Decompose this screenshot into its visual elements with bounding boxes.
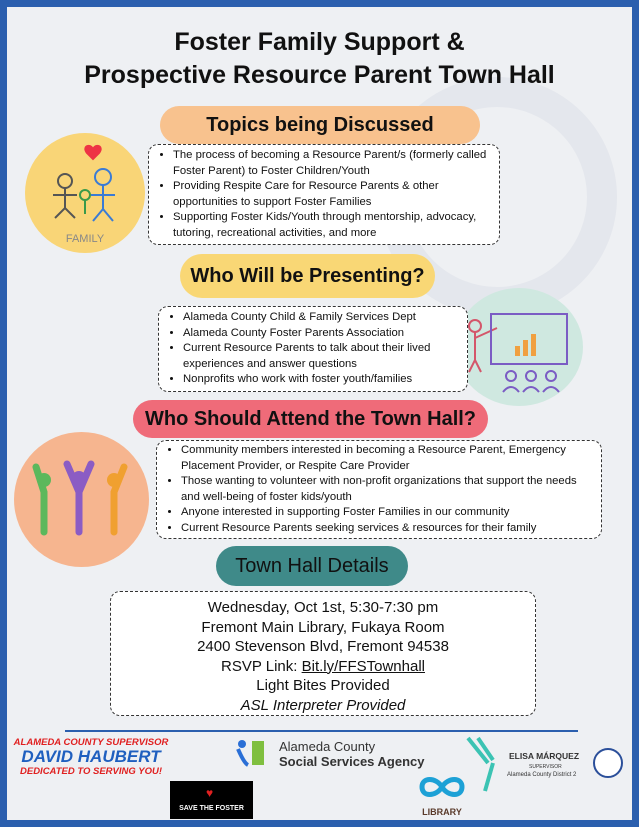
save-the-foster-text: SAVE THE FOSTER xyxy=(179,805,244,812)
topics-heading: Topics being Discussed xyxy=(160,106,480,144)
presenter-item: • Alameda County Foster Parents Association xyxy=(183,326,459,342)
attendee-item: • Current Resource Parents seeking services & resources for their family xyxy=(181,521,593,537)
presentation-icon xyxy=(455,288,583,406)
details-heading: Town Hall Details xyxy=(216,546,408,586)
haubert-line-3: DEDICATED TO SERVING YOU! xyxy=(20,766,162,777)
topic-item: • The process of becoming a Resource Parent/s (formerly called Foster Parent) to Foster Children/Youth xyxy=(173,148,491,179)
heart-icon: ♥ xyxy=(206,786,214,800)
topics-box xyxy=(148,144,500,245)
marquez-district: Alameda County District 2 xyxy=(507,772,577,778)
event-venue: Fremont Main Library, Fukaya Room xyxy=(201,618,445,636)
food-note: Light Bites Provided xyxy=(256,677,390,694)
marquez-name: ELISA MÁRQUEZ xyxy=(509,751,580,761)
presenter-item: • Nonprofits who work with foster youth/families xyxy=(183,372,459,388)
rsvp-label: RSVP Link: xyxy=(221,657,302,675)
footer-divider xyxy=(65,730,578,732)
infinity-icon xyxy=(417,772,467,802)
save-the-foster-logo xyxy=(170,781,253,819)
topic-item: • Supporting Foster Kids/Youth through mentorship, advocacy, tutoring, recreational activities, and more xyxy=(173,210,491,241)
attendee-item: • Anyone interested in supporting Foster Families in our community xyxy=(181,505,593,521)
attend-heading: Who Should Attend the Town Hall? xyxy=(133,400,488,438)
rsvp-link[interactable]: Bit.ly/FFSTownhall xyxy=(301,657,425,675)
presenter-item: • Current Resource Parents to talk about their lived experiences and answer questions xyxy=(183,341,459,372)
family-icon xyxy=(25,133,145,253)
ssa-line-1: Alameda County xyxy=(279,739,376,754)
ssa-line-2: Social Services Agency xyxy=(279,754,425,769)
marquez-title: SUPERVISOR xyxy=(529,764,562,770)
library-text: LIBRARY xyxy=(422,807,462,817)
presenter-item: • Alameda County Child & Family Services Dept xyxy=(183,310,459,326)
haubert-line-1: ALAMEDA COUNTY SUPERVISOR xyxy=(13,737,169,748)
title-line-2: Prospective Resource Parent Town Hall xyxy=(84,61,555,89)
ssa-logo xyxy=(236,739,436,769)
haubert-line-2: DAVID HAUBERT xyxy=(21,747,161,766)
attendee-item: • Community members interested in becoming a Resource Parent, Emergency Placement Provider, or Respite Care Provider xyxy=(181,443,593,474)
haubert-logo xyxy=(10,737,172,777)
rsvp-line xyxy=(111,657,535,677)
ssa-icon xyxy=(236,739,266,767)
presenting-heading: Who Will be Presenting? xyxy=(180,254,435,298)
flyer-title xyxy=(0,26,639,92)
asl-note: ASL Interpreter Provided xyxy=(240,696,406,714)
marquez-logo xyxy=(463,733,628,793)
topic-item: • Providing Respite Care for Resource Parents & other opportunities to support Foster Families xyxy=(173,179,491,210)
hummingbird-icon xyxy=(463,733,503,793)
county-seal-icon xyxy=(593,748,623,778)
people-celebrating-icon xyxy=(14,432,149,567)
event-address: 2400 Stevenson Blvd, Fremont 94538 xyxy=(197,638,449,655)
attend-box xyxy=(156,440,602,539)
title-line-1: Foster Family Support & xyxy=(174,28,465,56)
presenting-box xyxy=(158,306,468,392)
attendee-item: • Those wanting to volunteer with non-profit organizations that support the needs and well-being of foster kids/youth xyxy=(181,474,593,505)
family-label: FAMILY xyxy=(65,233,105,245)
event-date: Wednesday, Oct 1st, 5:30-7:30 pm xyxy=(207,599,439,616)
details-box xyxy=(110,591,536,716)
